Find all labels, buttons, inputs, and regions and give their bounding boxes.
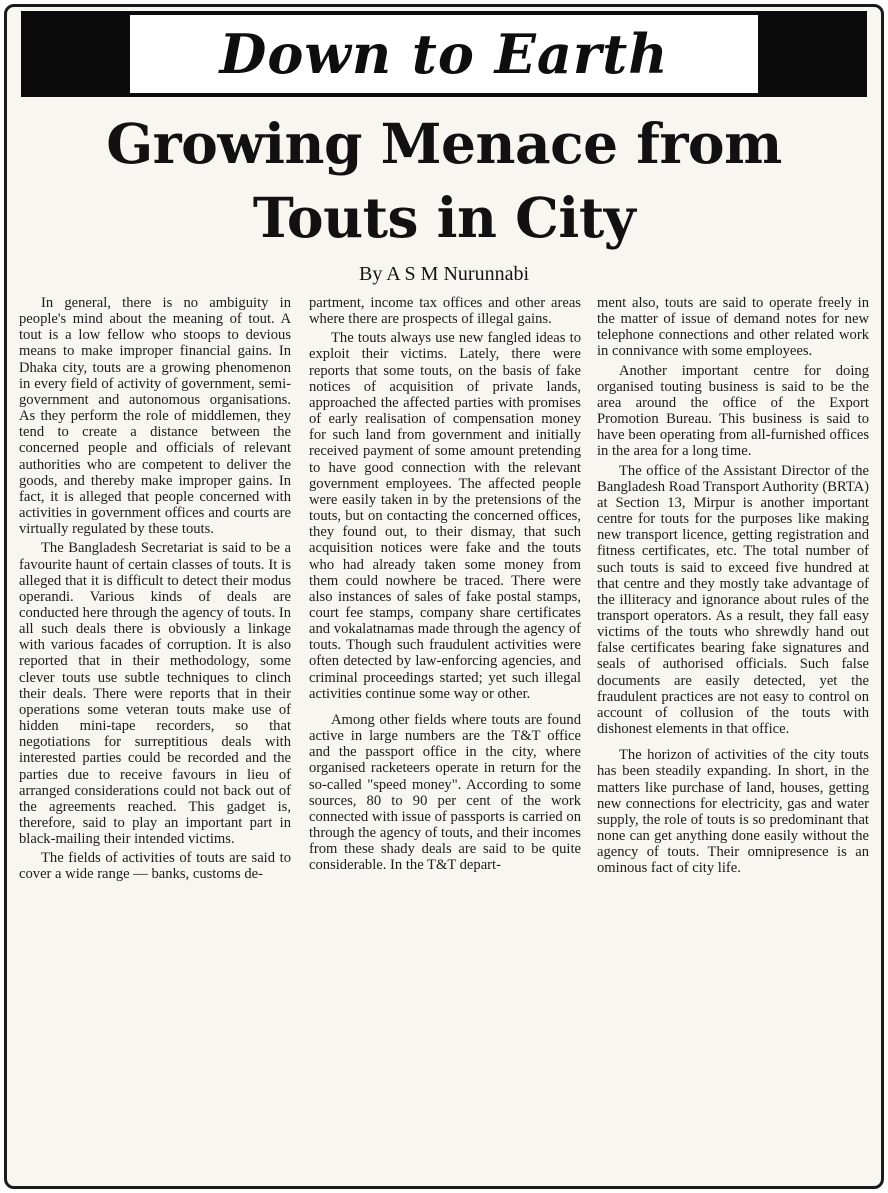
paragraph: The touts always use new fangled ideas to exploit their victims. Lately, there were reports that some touts, on the basis of fake notices of acquisition of private lands, approached the affected parties with promises of early realisation of compensation money for such land from government and initially received payment of some amount pretending to have good connection with the relevant government employees. The affected people were easily taken in by the pretensions of the touts, but on contacting the concerned offices, they found out, to their dismay, that such acquisition notices were fake and the touts who had already taken some money from them could nowhere be traced. There were also instances of sales of fake postal stamps, court fee stamps, company share certificates and vokalatnamas made through the agency of touts. Though such fraudulent activities were often detected by law-enforcing agencies, and criminal proceedings started; yet such illegal activities continue some way or other. — [309, 330, 581, 702]
section-banner — [21, 11, 867, 97]
column-3 — [597, 295, 869, 876]
article-headline — [7, 107, 881, 255]
paragraph: The office of the Assistant Director of the Bangladesh Road Transport Authority (BRTA) at Section 13, Mirpur is another important centre for touts for the purposes like making new transport licence, getting registration and fitness certificates, etc. The total number of such touts is said to exceed five hundred at that centre and they mostly take advantage of the illiteracy and ignorance about rules of the transport operators. As a result, they fall easy victims of the touts who shrewdly hand out false certificates bearing fake signatures and seals of authorised officials. Such false documents are easily detected, yet the fraudulent practices are not easy to control on account of collusion of the touts with dishonest elements in that office. — [597, 462, 869, 738]
paragraph: Among other fields where touts are found active in large numbers are the T&T office and the passport office in the city, where organised racketeers operate in return for the so-called "speed money". According to some sources, 80 to 90 per cent of the work connected with issue of passports is carried on through the agency of touts, and their incomes from these shady deals are said to be quite considerable. In the T&T depart- — [309, 711, 581, 874]
headline-line-2: Touts in City — [252, 185, 636, 250]
column-2 — [309, 295, 581, 873]
paragraph: The fields of activities of touts are said to cover a wide range — banks, customs de- — [19, 850, 291, 883]
section-banner-label-box — [130, 15, 758, 93]
paragraph: ment also, touts are said to operate freely in the matter of issue of demand notes for new telephone connections and other related work in connivance with some employees. — [597, 295, 869, 360]
paragraph: The Bangladesh Secretariat is said to be a favourite haunt of certain classes of touts. It is alleged that it is difficult to detect their modus operandi. Various kinds of deals are conducted here through the agency of touts. In all such deals there is obviously a linkage with various facades of corruption. It is also reported that in their methodology, some clever touts use subtle techniques to clinch their deals. There were reports that in their operations some veteran touts make use of hidden mini-tape recorders, so that negotiations for surreptitious deals with interested parties could be recorded and the parties due to receive favours in lieu of arranged considerations could not back out of the agreements reached. This gadget is, therefore, said to play an important part in black-mailing their intended victims. — [19, 540, 291, 848]
byline: By A S M Nurunnabi — [358, 263, 530, 285]
section-kicker: Down to Earth — [219, 22, 669, 86]
paragraph: The horizon of activities of the city touts has been steadily expanding. In short, in the matters like purchase of land, houses, getting new connections for electricity, gas and water supply, the role of touts is so predominant that none can get anything done easily without the agency of touts. Their omnipresence is an ominous fact of city life. — [597, 747, 869, 877]
article-frame — [4, 4, 884, 1189]
paragraph: Another important centre for doing organised touting business is said to be the area around the office of the Export Promotion Bureau. This business is said to have been operating from all-furnished offices in the area for a long time. — [597, 362, 869, 460]
column-1 — [19, 295, 291, 883]
paragraph: partment, income tax offices and other areas where there are prospects of illegal gains. — [309, 295, 581, 328]
headline-line-1: Growing Menace from — [106, 111, 782, 176]
paragraph: In general, there is no ambiguity in people's mind about the meaning of tout. A tout is a low fellow who stoops to devious means to make improper financial gains. In Dhaka city, touts are a growing phenomenon in every field of activity of government, semi-government and autonomous organisations. As they perform the role of middlemen, they tend to create a distance between the concerned people and officials of relevant authorities who are competent to deliver the goods, and thereby make improper gains. In fact, it is alleged that people concerned with activities in government offices and courts are virtually regulated by these touts. — [19, 295, 291, 538]
